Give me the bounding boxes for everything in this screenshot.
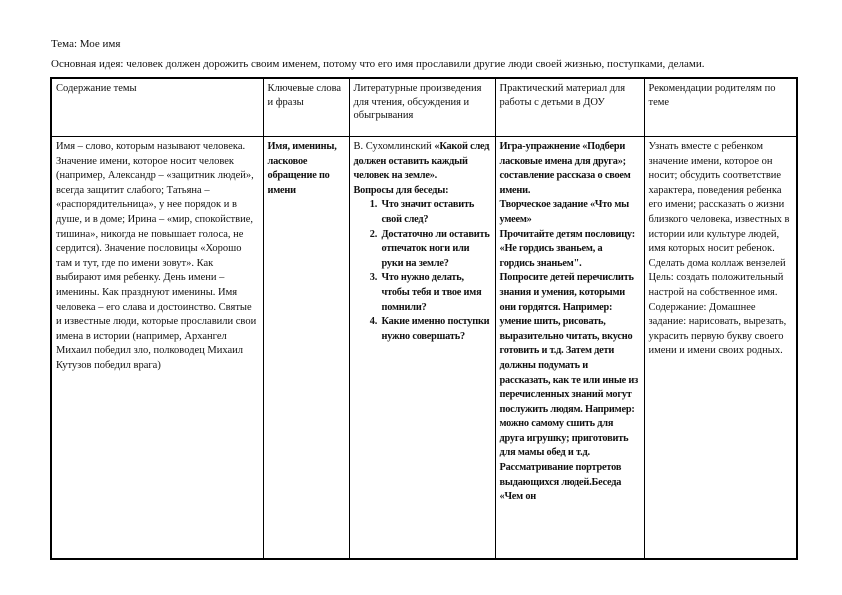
cell-literature (349, 137, 495, 560)
practical-portraits: Рассматривание портретов выдающихся людей.Беседа «Чем он (499, 462, 622, 503)
question-item: 1. Что значит оставить свой след? (380, 198, 491, 227)
parents-homework: Содержание: Домашнее задание: нарисовать, вырезать, украсить первую букву своего имени и имени своих родных. (648, 301, 787, 357)
questions-list (354, 198, 491, 344)
question-item: 3. Что нужно делать, чтобы тебя и твое имя помнили? (380, 271, 491, 315)
literature-title: «Какой след должен оставить каждый человек на земле». (353, 141, 490, 182)
practical-discussion: Попросите детей перечислить знания и умения, которыми они гордятся. Например: умение шить, рисовать, выразительно читать, вкусно готовить и т.д. Затем дети должны подумать и рассказать, как те или иные из перечисленных знаний могут послужить людям. Например: можно самому сшить для друга игрушку; приготовить для мамы обед и т.д. (499, 272, 639, 459)
lesson-plan-table (50, 77, 798, 560)
header-parents: Рекомендации родителям по теме (644, 78, 797, 137)
literature-author: В. Сухомлинский (353, 141, 435, 152)
practical-game: Игра-упражнение «Подбери ласковые имена для друга»; составление рассказа о своем имени. (499, 141, 631, 196)
header-practical: Практический материал для работы с детьми в ДОУ (495, 78, 644, 137)
topic-line: Тема: Мое имя (51, 38, 121, 50)
question-item: 2. Достаточно ли оставить отпечаток ноги или руки на земле? (380, 228, 491, 272)
parents-recommendation: Узнать вместе с ребенком значение имени, которое он носит; обсудить соответствие характера, поведения ребенка его имени; рассказать о жизни близкого человека, известных в истории или культуре людей, имя которых носит ребенок. (648, 141, 790, 255)
header-keywords: Ключевые слова и фразы (263, 78, 349, 137)
cell-keywords: Имя, именины, ласковое обращение по имени (263, 137, 349, 560)
literature-source (354, 140, 491, 184)
cell-content: Имя – слово, которым называют человека. Значение имени, которое носит человек (например, Александр – «защитник людей», всегда защитит слабого; Татьяна – «распорядительница», у нее порядок и в душе, и в доме; Ирина – «мир, спокойствие, тишина», никогда не повышает голоса, не сердится). Значение пословицы «Хорошо там и тут, где по имени зовут». Как выбирают имя ребенку. День имени – именины. Как празднуют именины. Имя человека – его слава и достоинство. Святые и известные люди, которые прославили свои имена в истории (например, Архангел Михаил победил зло, полководец Михаил Кутузов победил врага) (51, 137, 263, 560)
parents-goal: Цель: создать положительный настрой на собственное имя. (648, 272, 784, 298)
header-content: Содержание темы (51, 78, 263, 137)
parents-collage: Сделать дома коллаж вензелей (648, 257, 786, 269)
cell-parents (644, 137, 797, 560)
header-literature: Литературные произведения для чтения, обсуждения и обыгрывания (349, 78, 495, 137)
cell-practical (495, 137, 644, 560)
practical-proverb: Прочитайте детям пословицу: «Не гордись званьем, а гордись знаньем". (499, 228, 635, 269)
questions-label: Вопросы для беседы: (353, 184, 449, 196)
table-row (51, 137, 797, 560)
main-idea-line: Основная идея: человек должен дорожить своим именем, потому что его имя прославили другие люди своей жизнью, поступками, делами. (51, 58, 705, 70)
question-item: 4. Какие именно поступки нужно совершать? (380, 315, 491, 344)
practical-task-title: Творческое задание «Что мы умеем» (499, 199, 629, 225)
table-header-row (51, 78, 797, 137)
